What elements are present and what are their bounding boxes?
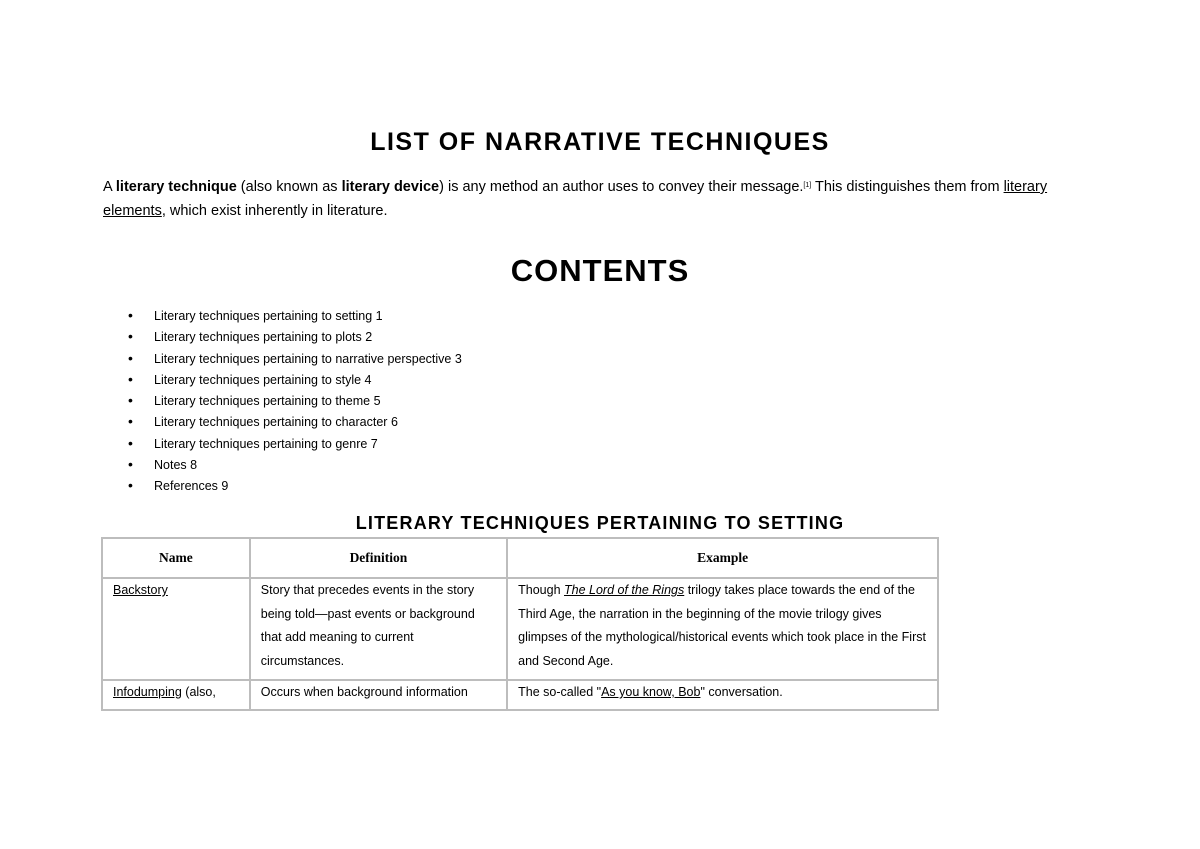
cell-example: The so-called "As you know, Bob" conversation. bbox=[507, 680, 938, 710]
link-as-you-know-bob[interactable]: As you know, Bob bbox=[601, 685, 701, 699]
contents-list bbox=[128, 305, 462, 497]
bullet-icon: • bbox=[128, 307, 133, 323]
contents-item[interactable]: • Literary techniques pertaining to style 4 bbox=[128, 369, 462, 390]
cell-name bbox=[102, 578, 250, 680]
bullet-icon: • bbox=[128, 456, 133, 473]
contents-item[interactable]: • Literary techniques pertaining to genre 7 bbox=[128, 433, 462, 454]
intro-text: (also known as bbox=[236, 179, 342, 195]
cell-example: Though The Lord of the Rings trilogy takes place towards the end of the Third Age, the narration in the beginning of the movie trilogy gives glimpses of the mythological/historical events which took place in the First and Second Age. bbox=[507, 578, 938, 680]
contents-item[interactable]: • Literary techniques pertaining to character 6 bbox=[128, 411, 462, 432]
link-backstory[interactable]: Backstory bbox=[113, 583, 168, 597]
contents-item[interactable]: • Literary techniques pertaining to narrative perspective 3 bbox=[128, 348, 462, 369]
table-header-row bbox=[102, 538, 938, 578]
section-title-setting: LITERARY TECHNIQUES PERTAINING TO SETTING bbox=[355, 513, 845, 533]
column-header-name: Name bbox=[102, 538, 250, 578]
cell-name: Infodumping (also, bbox=[102, 680, 250, 710]
bullet-icon: • bbox=[128, 349, 133, 366]
contents-item[interactable]: • Literary techniques pertaining to setting 1 bbox=[128, 305, 462, 326]
cell-definition: Occurs when background information bbox=[250, 680, 507, 710]
link-literary-elements[interactable]: literary elements bbox=[103, 179, 1048, 219]
column-header-example: Example bbox=[507, 538, 938, 578]
table-row bbox=[102, 680, 938, 710]
bullet-icon: • bbox=[128, 434, 133, 451]
footnote-ref[interactable]: [1] bbox=[803, 182, 812, 189]
intro-paragraph bbox=[103, 174, 1093, 223]
link-lord-of-the-rings[interactable]: The Lord of the Rings bbox=[564, 583, 685, 597]
contents-item[interactable]: • Notes 8 bbox=[128, 454, 462, 475]
page-title: LIST OF NARRATIVE TECHNIQUES bbox=[370, 128, 830, 156]
intro-text: This distinguishes them from bbox=[811, 179, 1004, 195]
bullet-icon: • bbox=[128, 328, 133, 345]
contents-item[interactable]: • References 9 bbox=[128, 475, 462, 496]
contents-item[interactable]: • Literary techniques pertaining to theme 5 bbox=[128, 390, 462, 411]
intro-text: ) is any method an author uses to convey their message. bbox=[439, 179, 804, 195]
contents-title: CONTENTS bbox=[510, 253, 690, 288]
term-literary-device: literary device bbox=[341, 179, 440, 195]
intro-text: , which exist inherently in literature. bbox=[161, 203, 388, 219]
setting-techniques-table bbox=[101, 537, 939, 711]
term-literary-technique: literary technique bbox=[115, 179, 237, 195]
link-infodumping[interactable]: Infodumping bbox=[113, 685, 182, 699]
bullet-icon: • bbox=[128, 477, 133, 494]
table-row bbox=[102, 578, 938, 680]
contents-item[interactable]: • Literary techniques pertaining to plots 2 bbox=[128, 326, 462, 347]
intro-text: A bbox=[103, 179, 116, 195]
bullet-icon: • bbox=[128, 370, 133, 387]
column-header-definition: Definition bbox=[250, 538, 507, 578]
cell-definition: Story that precedes events in the story being told—past events or background that add meaning to current circumstances. bbox=[250, 578, 507, 680]
bullet-icon: • bbox=[128, 392, 133, 409]
bullet-icon: • bbox=[128, 413, 133, 430]
